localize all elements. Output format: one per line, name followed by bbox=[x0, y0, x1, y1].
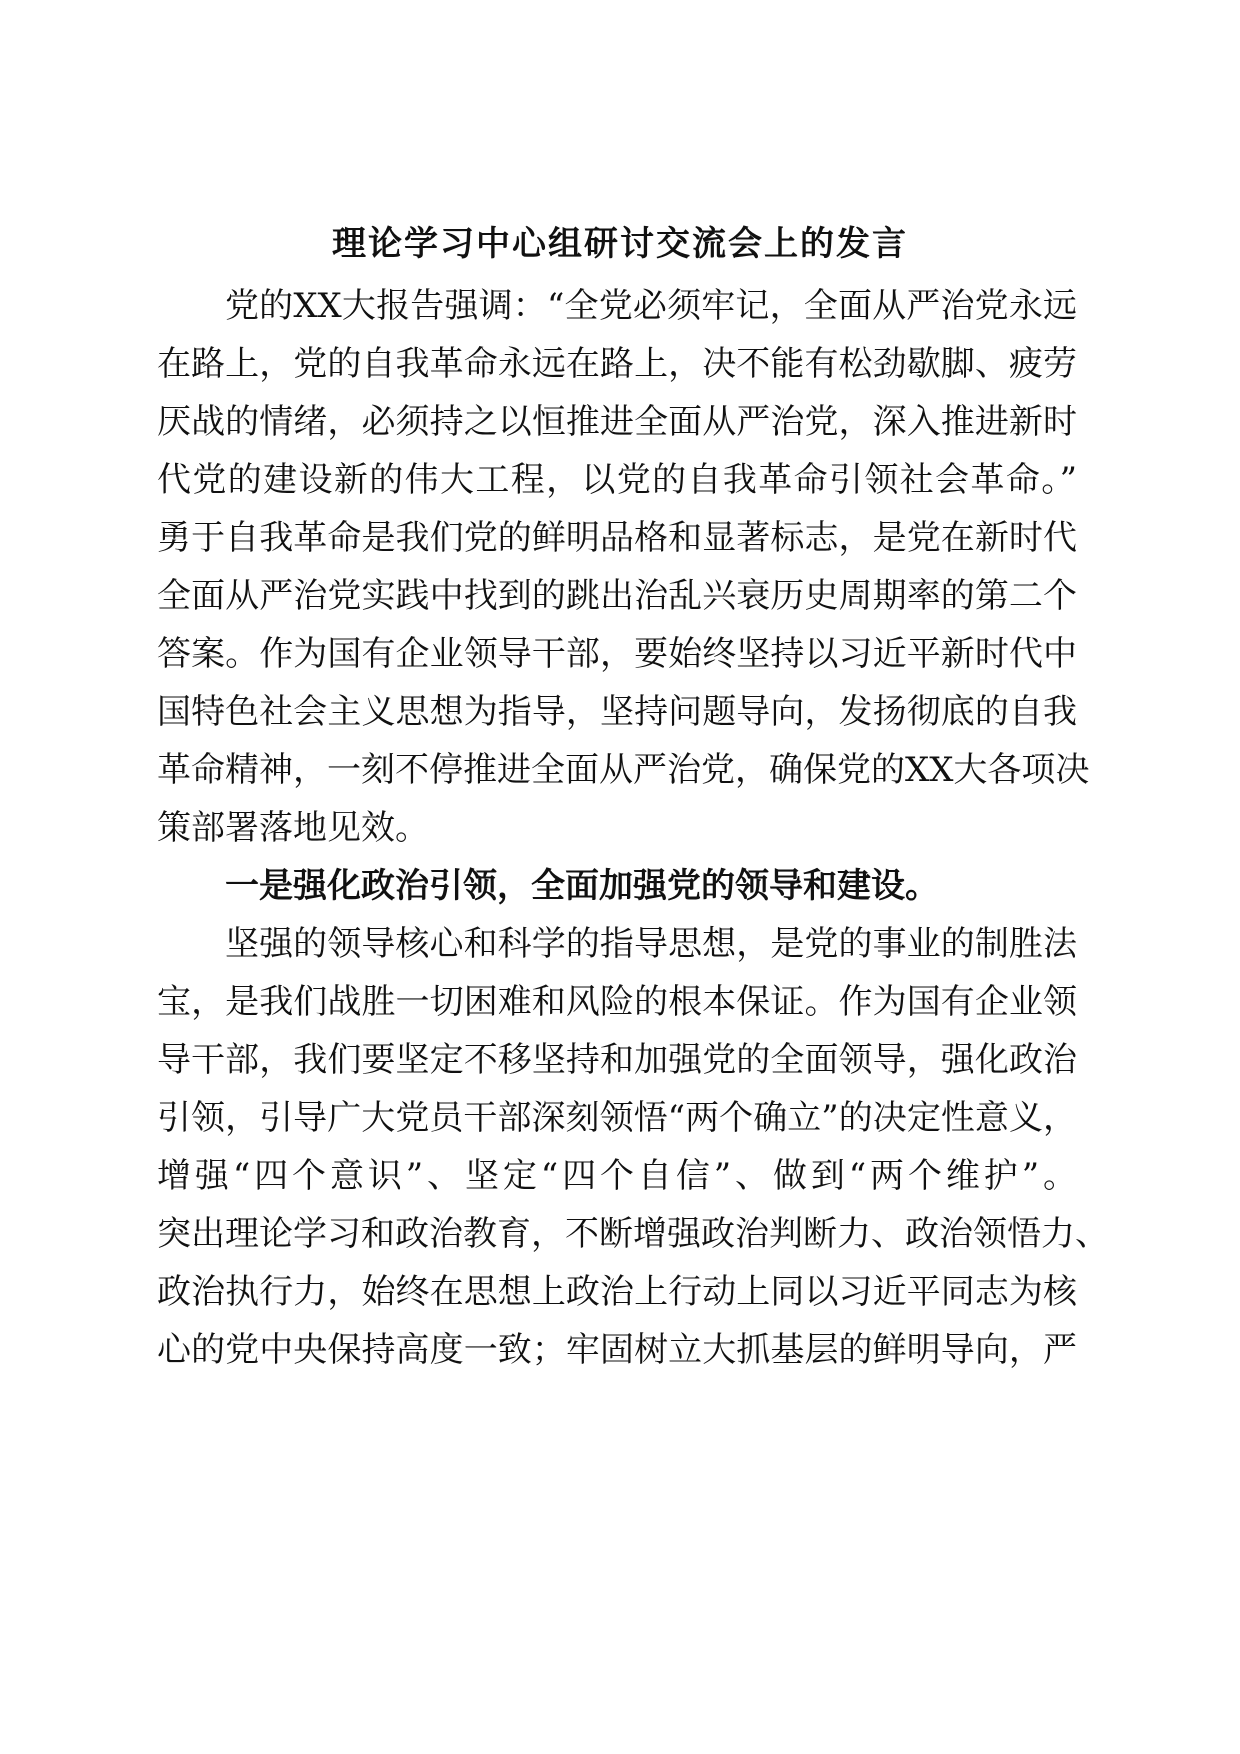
paragraph-line: 突出理论学习和政治教育，不断增强政治判断力、政治领悟力、 bbox=[157, 1214, 1109, 1254]
paragraph-line: 勇于自我革命是我们党的鲜明品格和显著标志，是党在新时代 bbox=[157, 518, 1077, 558]
paragraph-line: 引领，引导广大党员干部深刻领悟“两个确立”的决定性意义， bbox=[157, 1098, 1077, 1138]
section-heading: 一是强化政治引领，全面加强党的领导和建设。 bbox=[225, 866, 939, 906]
paragraph-line: 革命精神，一刻不停推进全面从严治党，确保党的XX大各项决 bbox=[157, 750, 1090, 790]
paragraph-line: 宝，是我们战胜一切困难和风险的根本保证。作为国有企业领 bbox=[157, 982, 1077, 1022]
paragraph-line: 在路上，党的自我革命永远在路上，决不能有松劲歇脚、疲劳 bbox=[157, 344, 1077, 384]
paragraph-line: 心的党中央保持高度一致；牢固树立大抓基层的鲜明导向，严 bbox=[157, 1330, 1077, 1370]
document-title: 理论学习中心组研讨交流会上的发言 bbox=[332, 224, 908, 264]
paragraph-line: 策部署落地见效。 bbox=[157, 808, 429, 848]
paragraph-line: 厌战的情绪，必须持之以恒推进全面从严治党，深入推进新时 bbox=[157, 402, 1077, 442]
paragraph-line: 代党的建设新的伟大工程，以党的自我革命引领社会革命。” bbox=[157, 460, 1077, 500]
paragraph-line: 党的XX大报告强调：“全党必须牢记，全面从严治党永远 bbox=[225, 286, 1077, 326]
paragraph-line: 答案。作为国有企业领导干部，要始终坚持以习近平新时代中 bbox=[157, 634, 1077, 674]
paragraph-line: 导干部，我们要坚定不移坚持和加强党的全面领导，强化政治 bbox=[157, 1040, 1077, 1080]
paragraph-line: 增强“四个意识”、坚定“四个自信”、做到“两个维护”。 bbox=[157, 1156, 1077, 1196]
paragraph-line: 全面从严治党实践中找到的跳出治乱兴衰历史周期率的第二个 bbox=[157, 576, 1077, 616]
paragraph-line: 国特色社会主义思想为指导，坚持问题导向，发扬彻底的自我 bbox=[157, 692, 1077, 732]
paragraph-line: 政治执行力，始终在思想上政治上行动上同以习近平同志为核 bbox=[157, 1272, 1077, 1312]
paragraph-line: 坚强的领导核心和科学的指导思想，是党的事业的制胜法 bbox=[225, 924, 1077, 964]
